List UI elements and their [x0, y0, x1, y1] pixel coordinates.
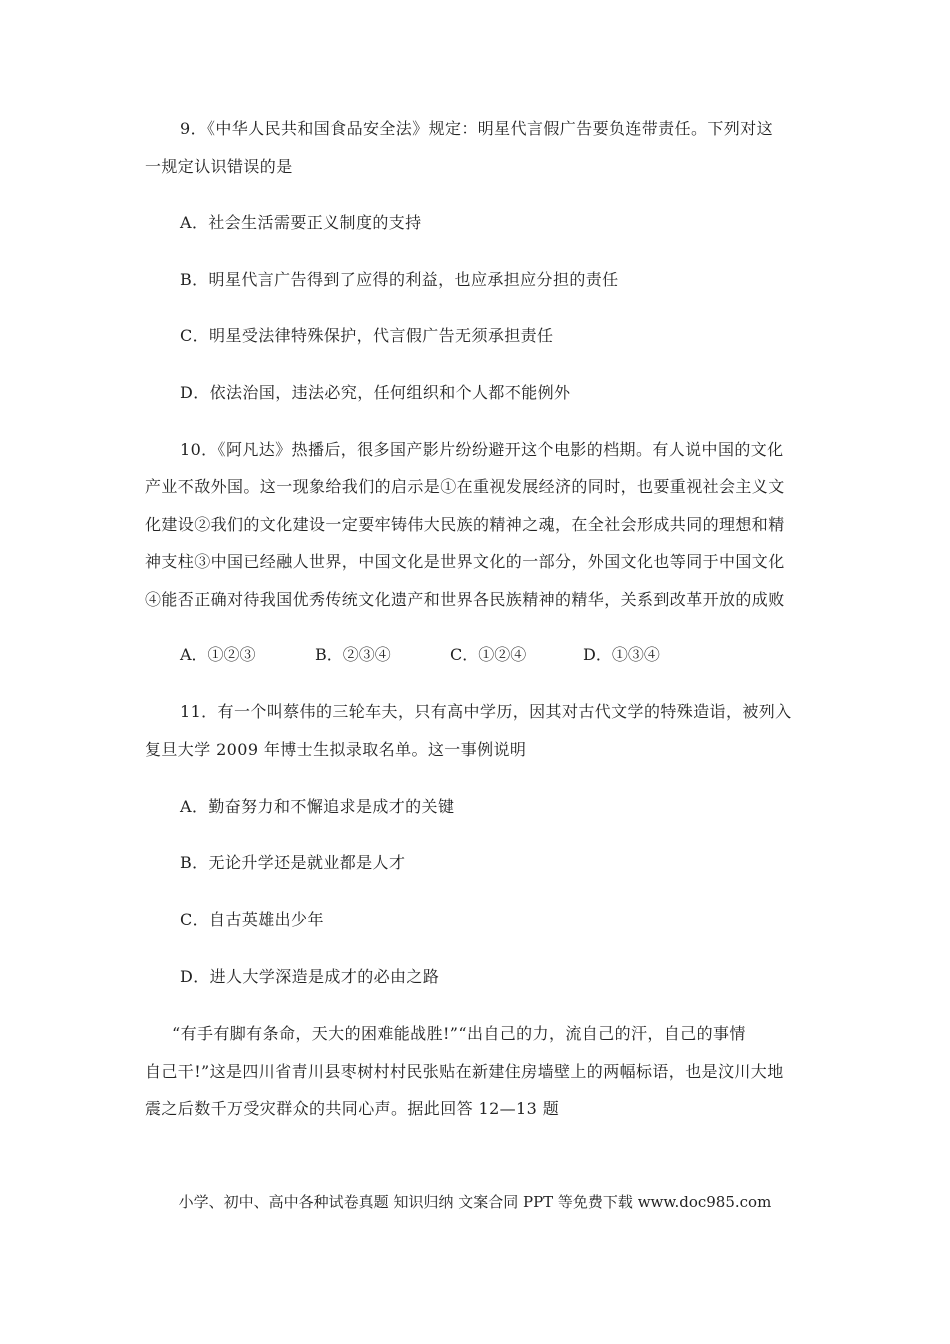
q9-stem-line-1: 9．《中华人民共和国食品安全法》规定：明星代言假广告要负连带责任。下列对这	[180, 119, 773, 138]
q11-option-b: B．无论升学还是就业都是人才	[180, 853, 406, 872]
q10-stem-line-2: 产业不敌外国。这一现象给我们的启示是①在重视发展经济的同时，也要重视社会主义文	[145, 477, 785, 496]
page-footer: 小学、初中、高中各种试卷真题 知识归纳 文案合同 PPT 等免费下载 www.doc985.com	[178, 1193, 772, 1211]
q10-option-a: A．①②③	[180, 645, 256, 664]
q10-option-c: C．①②④	[450, 645, 527, 664]
q10-stem-line-4: 神支柱③中国已经融人世界，中国文化是世界文化的一部分，外国文化也等同于中国文化	[145, 552, 785, 571]
q10-stem-line-5: ④能否正确对待我国优秀传统文化遗产和世界各民族精神的精华，关系到改革开放的成败	[145, 590, 785, 609]
q10-stem-line-3: 化建设②我们的文化建设一定要牢铸伟大民族的精神之魂，在全社会形成共同的理想和精	[145, 515, 785, 534]
q9-option-a: A．社会生活需要正义制度的支持	[180, 213, 422, 232]
material-line-1: “有手有脚有条命，天大的困难能战胜!”“出自己的力，流自己的汗，自己的事情	[172, 1024, 746, 1043]
material-line-2: 自己干!”这是四川省青川县枣树村村民张贴在新建住房墙壁上的两幅标语，也是汶川大地	[145, 1062, 784, 1081]
q11-option-c: C．自古英雄出少年	[180, 910, 324, 929]
q10-options-row	[180, 645, 660, 665]
q9-stem-line-2: 一规定认识错误的是	[145, 157, 293, 176]
q11-stem-line-1: 11．有一个叫蔡伟的三轮车夫，只有高中学历，因其对古代文学的特殊造诣，被列入	[180, 702, 792, 721]
material-line-3: 震之后数千万受灾群众的共同心声。据此回答 12—13 题	[145, 1099, 560, 1118]
q9-option-d: D．依法治国，违法必究，任何组织和个人都不能例外	[180, 383, 571, 402]
q11-option-d: D．进人大学深造是成才的必由之路	[180, 967, 440, 986]
q11-stem-line-2: 复旦大学 2009 年博士生拟录取名单。这一事例说明	[145, 740, 527, 759]
q11-option-a: A．勤奋努力和不懈追求是成才的关键	[180, 797, 455, 816]
q10-option-b: B．②③④	[315, 645, 391, 664]
q9-option-b: B．明星代言广告得到了应得的利益，也应承担应分担的责任	[180, 270, 619, 289]
q9-option-c: C．明星受法律特殊保护，代言假广告无须承担责任	[180, 326, 554, 345]
q10-option-d: D．①③④	[583, 645, 660, 664]
q10-stem-line-1: 10．《阿凡达》热播后，很多国产影片纷纷避开这个电影的档期。有人说中国的文化	[180, 440, 784, 459]
